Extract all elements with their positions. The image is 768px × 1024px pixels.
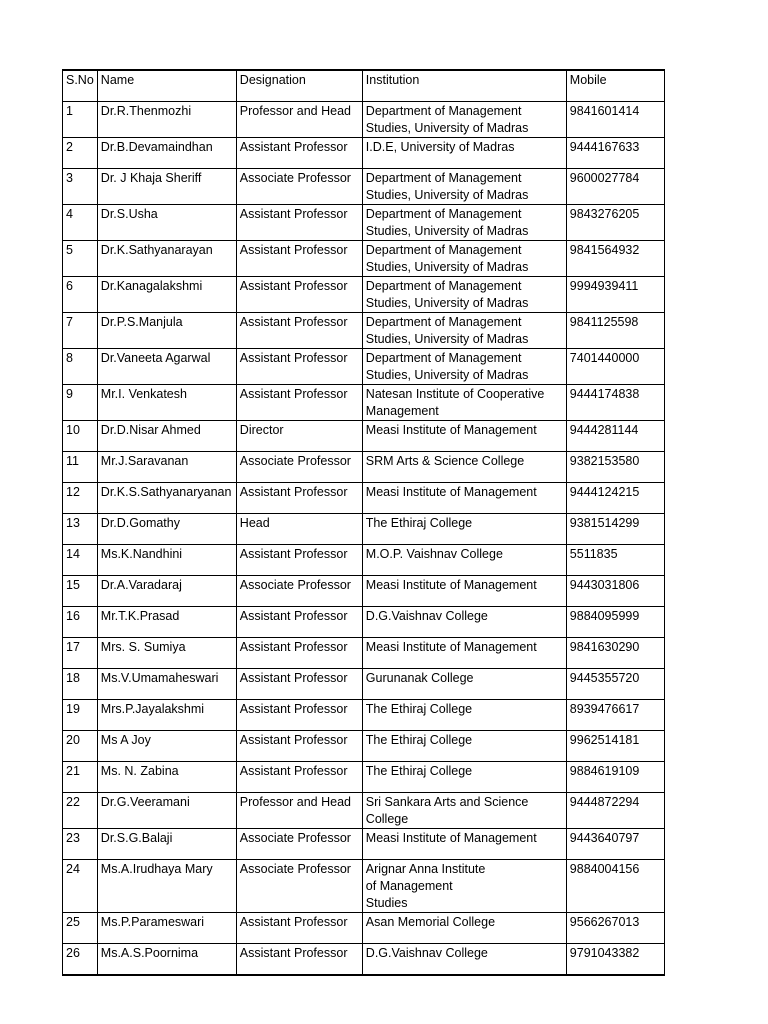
cell-designation: Assistant Professor — [236, 483, 362, 514]
cell-institution: Department of Management Studies, University of Madras — [362, 102, 566, 138]
cell-institution: SRM Arts & Science College — [362, 452, 566, 483]
cell-name: Mrs. S. Sumiya — [97, 638, 236, 669]
cell-name: Dr.A.Varadaraj — [97, 576, 236, 607]
cell-designation: Assistant Professor — [236, 349, 362, 385]
cell-mobile: 9841125598 — [566, 313, 664, 349]
cell-name: Ms.A.Irudhaya Mary — [97, 860, 236, 913]
cell-designation: Associate Professor — [236, 576, 362, 607]
cell-institution: Gurunanak College — [362, 669, 566, 700]
cell-sno: 3 — [63, 169, 98, 205]
cell-institution: Arignar Anna Institute of Management Studies — [362, 860, 566, 913]
cell-name: Ms.K.Nandhini — [97, 545, 236, 576]
cell-mobile: 9443640797 — [566, 829, 664, 860]
cell-institution: I.D.E, University of Madras — [362, 138, 566, 169]
cell-institution: Measi Institute of Management — [362, 638, 566, 669]
cell-designation: Assistant Professor — [236, 277, 362, 313]
cell-designation: Associate Professor — [236, 169, 362, 205]
cell-designation: Director — [236, 421, 362, 452]
header-designation: Designation — [236, 70, 362, 102]
table-row — [63, 913, 665, 944]
cell-sno: 23 — [63, 829, 98, 860]
table-row — [63, 483, 665, 514]
cell-mobile: 9444124215 — [566, 483, 664, 514]
table-row — [63, 762, 665, 793]
cell-mobile: 7401440000 — [566, 349, 664, 385]
table-row — [63, 138, 665, 169]
cell-name: Dr.Vaneeta Agarwal — [97, 349, 236, 385]
cell-mobile: 9444872294 — [566, 793, 664, 829]
table-row — [63, 860, 665, 913]
cell-designation: Assistant Professor — [236, 385, 362, 421]
cell-sno: 25 — [63, 913, 98, 944]
cell-name: Mr.I. Venkatesh — [97, 385, 236, 421]
cell-name: Ms.V.Umamaheswari — [97, 669, 236, 700]
table-row — [63, 607, 665, 638]
cell-designation: Professor and Head — [236, 102, 362, 138]
cell-sno: 16 — [63, 607, 98, 638]
cell-designation: Assistant Professor — [236, 205, 362, 241]
table-row — [63, 241, 665, 277]
table-row — [63, 514, 665, 545]
cell-sno: 24 — [63, 860, 98, 913]
cell-sno: 9 — [63, 385, 98, 421]
cell-mobile: 9841564932 — [566, 241, 664, 277]
cell-sno: 4 — [63, 205, 98, 241]
cell-designation: Assistant Professor — [236, 700, 362, 731]
cell-institution: Department of Management Studies, University of Madras — [362, 349, 566, 385]
table-row — [63, 102, 665, 138]
cell-sno: 18 — [63, 669, 98, 700]
cell-institution: Asan Memorial College — [362, 913, 566, 944]
cell-sno: 6 — [63, 277, 98, 313]
cell-sno: 5 — [63, 241, 98, 277]
cell-sno: 10 — [63, 421, 98, 452]
cell-designation: Professor and Head — [236, 793, 362, 829]
cell-institution: Department of Management Studies, University of Madras — [362, 169, 566, 205]
cell-name: Mr.T.K.Prasad — [97, 607, 236, 638]
cell-sno: 1 — [63, 102, 98, 138]
faculty-table — [62, 69, 665, 976]
table-body — [63, 102, 665, 976]
table-row — [63, 793, 665, 829]
table-row — [63, 576, 665, 607]
cell-designation: Assistant Professor — [236, 944, 362, 976]
cell-institution: The Ethiraj College — [362, 731, 566, 762]
cell-institution: Department of Management Studies, University of Madras — [362, 277, 566, 313]
cell-mobile: 9884619109 — [566, 762, 664, 793]
cell-mobile: 9994939411 — [566, 277, 664, 313]
cell-institution: Measi Institute of Management — [362, 421, 566, 452]
cell-mobile: 9841630290 — [566, 638, 664, 669]
cell-sno: 2 — [63, 138, 98, 169]
cell-name: Ms. N. Zabina — [97, 762, 236, 793]
cell-mobile: 9445355720 — [566, 669, 664, 700]
table-row — [63, 829, 665, 860]
cell-institution: D.G.Vaishnav College — [362, 607, 566, 638]
cell-name: Dr.K.S.Sathyanaryanan — [97, 483, 236, 514]
table-row — [63, 385, 665, 421]
header-institution: Institution — [362, 70, 566, 102]
header-sno: S.No — [63, 70, 98, 102]
cell-mobile: 9791043382 — [566, 944, 664, 976]
cell-mobile: 9444174838 — [566, 385, 664, 421]
cell-designation: Assistant Professor — [236, 669, 362, 700]
cell-mobile: 9444281144 — [566, 421, 664, 452]
cell-name: Mrs.P.Jayalakshmi — [97, 700, 236, 731]
cell-name: Dr.S.Usha — [97, 205, 236, 241]
cell-institution: Department of Management Studies, University of Madras — [362, 241, 566, 277]
cell-designation: Assistant Professor — [236, 607, 362, 638]
table-row — [63, 731, 665, 762]
cell-name: Dr.D.Nisar Ahmed — [97, 421, 236, 452]
cell-name: Dr.G.Veeramani — [97, 793, 236, 829]
cell-designation: Head — [236, 514, 362, 545]
cell-mobile: 9444167633 — [566, 138, 664, 169]
cell-institution: M.O.P. Vaishnav College — [362, 545, 566, 576]
cell-sno: 14 — [63, 545, 98, 576]
cell-name: Ms.A.S.Poornima — [97, 944, 236, 976]
cell-institution: Measi Institute of Management — [362, 483, 566, 514]
cell-name: Dr.K.Sathyanarayan — [97, 241, 236, 277]
cell-institution: The Ethiraj College — [362, 700, 566, 731]
table-row — [63, 545, 665, 576]
table-row — [63, 452, 665, 483]
cell-mobile: 9382153580 — [566, 452, 664, 483]
cell-sno: 7 — [63, 313, 98, 349]
cell-designation: Associate Professor — [236, 860, 362, 913]
cell-institution: Measi Institute of Management — [362, 576, 566, 607]
cell-designation: Assistant Professor — [236, 913, 362, 944]
cell-name: Dr.R.Thenmozhi — [97, 102, 236, 138]
header-mobile: Mobile — [566, 70, 664, 102]
cell-designation: Associate Professor — [236, 829, 362, 860]
header-name: Name — [97, 70, 236, 102]
cell-sno: 26 — [63, 944, 98, 976]
cell-sno: 22 — [63, 793, 98, 829]
cell-institution: Department of Management Studies, University of Madras — [362, 205, 566, 241]
table-row — [63, 944, 665, 976]
cell-mobile: 9962514181 — [566, 731, 664, 762]
cell-designation: Assistant Professor — [236, 731, 362, 762]
cell-institution: Natesan Institute of Cooperative Management — [362, 385, 566, 421]
table-row — [63, 313, 665, 349]
cell-name: Dr.B.Devamaindhan — [97, 138, 236, 169]
cell-sno: 13 — [63, 514, 98, 545]
cell-designation: Assistant Professor — [236, 241, 362, 277]
cell-name: Ms.P.Parameswari — [97, 913, 236, 944]
cell-name: Dr.S.G.Balaji — [97, 829, 236, 860]
cell-institution: The Ethiraj College — [362, 514, 566, 545]
cell-sno: 12 — [63, 483, 98, 514]
cell-sno: 20 — [63, 731, 98, 762]
table-row — [63, 638, 665, 669]
cell-institution: Sri Sankara Arts and Science College — [362, 793, 566, 829]
table-row — [63, 421, 665, 452]
cell-institution: D.G.Vaishnav College — [362, 944, 566, 976]
cell-mobile: 9843276205 — [566, 205, 664, 241]
cell-mobile: 9381514299 — [566, 514, 664, 545]
cell-name: Mr.J.Saravanan — [97, 452, 236, 483]
table-row — [63, 277, 665, 313]
cell-name: Ms A Joy — [97, 731, 236, 762]
cell-institution: Department of Management Studies, University of Madras — [362, 313, 566, 349]
cell-mobile: 9566267013 — [566, 913, 664, 944]
cell-mobile: 5511835 — [566, 545, 664, 576]
cell-mobile: 8939476617 — [566, 700, 664, 731]
cell-mobile: 9884004156 — [566, 860, 664, 913]
cell-sno: 8 — [63, 349, 98, 385]
cell-name: Dr.D.Gomathy — [97, 514, 236, 545]
cell-sno: 19 — [63, 700, 98, 731]
table-row — [63, 205, 665, 241]
table-row — [63, 349, 665, 385]
table-row — [63, 700, 665, 731]
cell-designation: Associate Professor — [236, 452, 362, 483]
cell-name: Dr.P.S.Manjula — [97, 313, 236, 349]
cell-mobile: 9443031806 — [566, 576, 664, 607]
cell-sno: 11 — [63, 452, 98, 483]
cell-designation: Assistant Professor — [236, 545, 362, 576]
cell-sno: 17 — [63, 638, 98, 669]
cell-institution: Measi Institute of Management — [362, 829, 566, 860]
cell-designation: Assistant Professor — [236, 638, 362, 669]
cell-designation: Assistant Professor — [236, 762, 362, 793]
table-row — [63, 169, 665, 205]
cell-sno: 15 — [63, 576, 98, 607]
cell-mobile: 9600027784 — [566, 169, 664, 205]
cell-institution: The Ethiraj College — [362, 762, 566, 793]
cell-name: Dr. J Khaja Sheriff — [97, 169, 236, 205]
cell-mobile: 9884095999 — [566, 607, 664, 638]
cell-sno: 21 — [63, 762, 98, 793]
table-row — [63, 669, 665, 700]
cell-designation: Assistant Professor — [236, 313, 362, 349]
cell-designation: Assistant Professor — [236, 138, 362, 169]
cell-mobile: 9841601414 — [566, 102, 664, 138]
cell-name: Dr.Kanagalakshmi — [97, 277, 236, 313]
header-row — [63, 70, 665, 102]
